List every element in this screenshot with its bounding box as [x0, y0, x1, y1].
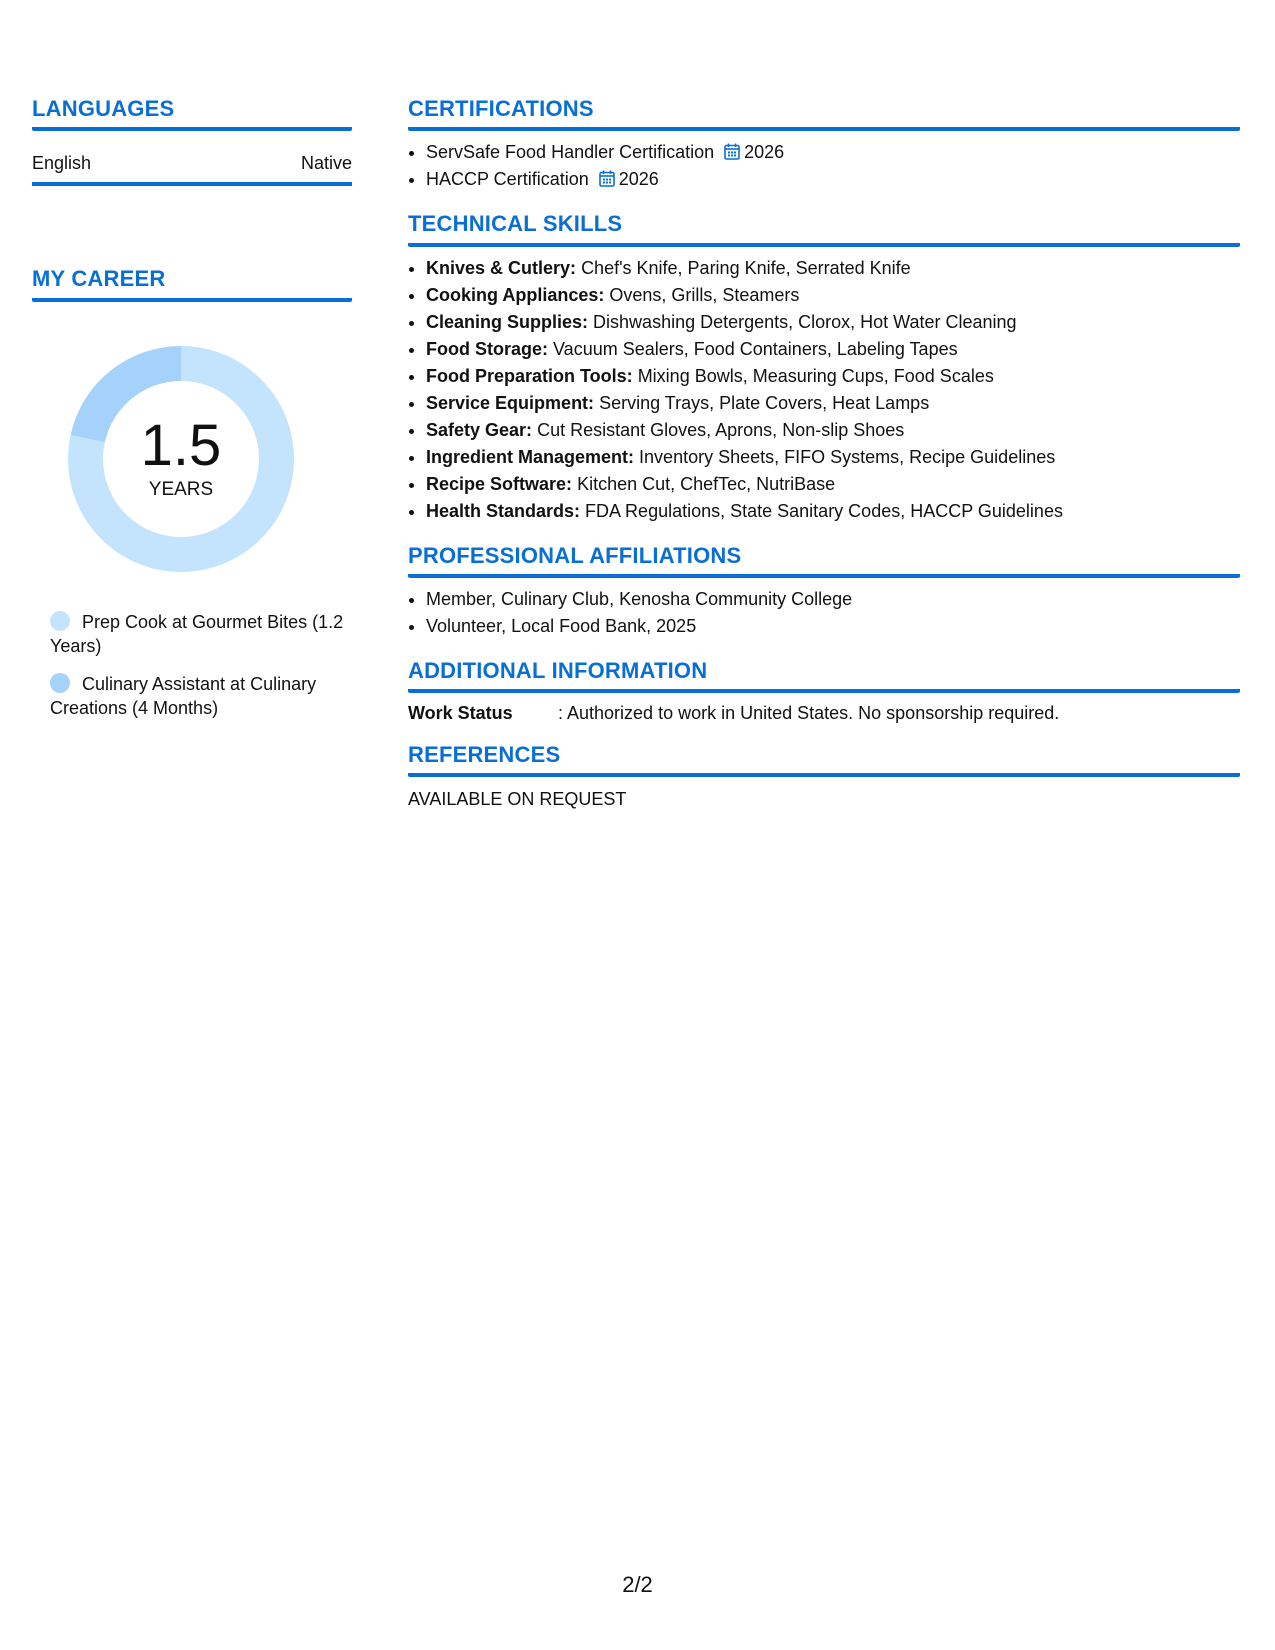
calendar-icon [599, 170, 615, 187]
affiliations-section [408, 543, 1240, 640]
donut-center [66, 344, 296, 574]
references-text: AVAILABLE ON REQUEST [408, 789, 627, 810]
skill-value: Vacuum Sealers, Food Containers, Labeling Tapes [553, 338, 958, 359]
list-item: • Volunteer, Local Food Bank, 2025 [426, 613, 1240, 640]
technical-skills-section [408, 211, 1240, 524]
calendar-icon [724, 143, 740, 160]
skill-label: Health Standards: [426, 500, 581, 521]
skill-value: FDA Regulations, State Sanitary Codes, HACCP Guidelines [585, 500, 1063, 521]
languages-heading: LANGUAGES [32, 96, 352, 131]
list-item [426, 309, 1240, 336]
language-name: English [32, 153, 92, 174]
work-status-row [408, 703, 1240, 724]
certification-name: HACCP Certification [426, 169, 589, 190]
list-item [426, 471, 1240, 498]
skill-value: Mixing Bowls, Measuring Cups, Food Scales [637, 365, 994, 386]
career-total-number: 1.5 [140, 412, 222, 478]
additional-info-section [408, 658, 1240, 724]
work-status-label: Work Status [408, 703, 513, 724]
career-donut-chart [66, 344, 296, 574]
list-item [426, 363, 1240, 390]
legend-dot-icon [50, 673, 70, 693]
technical-skills-list [408, 255, 1240, 525]
list-item [426, 282, 1240, 309]
skill-label: Service Equipment: [426, 392, 595, 413]
skill-label: Cleaning Supplies: [426, 311, 589, 332]
work-status-value: : Authorized to work in United States. No sponsorship required. [558, 703, 1060, 724]
affiliations-list [408, 586, 1240, 640]
right-column [408, 96, 1240, 828]
skill-label: Food Storage: [426, 338, 548, 359]
certifications-section [408, 96, 1240, 193]
list-item [426, 417, 1240, 444]
list-item [426, 336, 1240, 363]
affiliations-heading: PROFESSIONAL AFFILIATIONS [408, 543, 1240, 578]
skill-label: Recipe Software: [426, 473, 573, 494]
list-item [426, 498, 1240, 525]
skill-value: Dishwashing Detergents, Clorox, Hot Water Cleaning [593, 311, 1017, 332]
skill-label: Knives & Cutlery: [426, 257, 577, 278]
certifications-heading: CERTIFICATIONS [408, 96, 1240, 131]
left-column [32, 96, 352, 734]
certification-year: 2026 [744, 142, 785, 163]
list-item: • Member, Culinary Club, Kenosha Community College [426, 586, 1240, 613]
list-item [426, 444, 1240, 471]
skill-label: Food Preparation Tools: [426, 365, 633, 386]
list-item [426, 166, 1240, 193]
legend-label: Prep Cook at Gourmet Bites (1.2 Years) [50, 611, 344, 656]
legend-item [50, 610, 350, 658]
legend-item [50, 672, 350, 720]
technical-skills-heading: TECHNICAL SKILLS [408, 211, 1240, 246]
skill-label: Cooking Appliances: [426, 284, 605, 305]
skill-value: Serving Trays, Plate Covers, Heat Lamps [599, 392, 930, 413]
skill-label: Ingredient Management: [426, 446, 635, 467]
skill-label: Safety Gear: [426, 419, 533, 440]
legend-label: Culinary Assistant at Culinary Creations (4 Months) [50, 673, 317, 718]
references-section [408, 742, 1240, 810]
skill-value: Kitchen Cut, ChefTec, NutriBase [577, 473, 836, 494]
skill-value: Chef's Knife, Paring Knife, Serrated Knife [581, 257, 911, 278]
list-item [426, 139, 1240, 166]
career-total-unit: YEARS [148, 478, 214, 500]
list-item [426, 390, 1240, 417]
page-number: 2/2 [622, 1572, 653, 1597]
language-level: Native [300, 153, 352, 174]
skill-value: Inventory Sheets, FIFO Systems, Recipe Guidelines [639, 446, 1056, 467]
references-heading: REFERENCES [408, 742, 1240, 777]
skill-value: Cut Resistant Gloves, Aprons, Non-slip Shoes [537, 419, 905, 440]
list-item [426, 255, 1240, 282]
additional-info-heading: ADDITIONAL INFORMATION [408, 658, 1240, 693]
language-row [32, 131, 352, 186]
skill-value: Ovens, Grills, Steamers [609, 284, 800, 305]
certifications-list [408, 139, 1240, 193]
legend-dot-icon [50, 611, 70, 631]
career-heading: MY CAREER [32, 266, 352, 301]
certification-year: 2026 [618, 169, 659, 190]
certification-name: ServSafe Food Handler Certification [426, 142, 715, 163]
career-legend [50, 610, 350, 720]
